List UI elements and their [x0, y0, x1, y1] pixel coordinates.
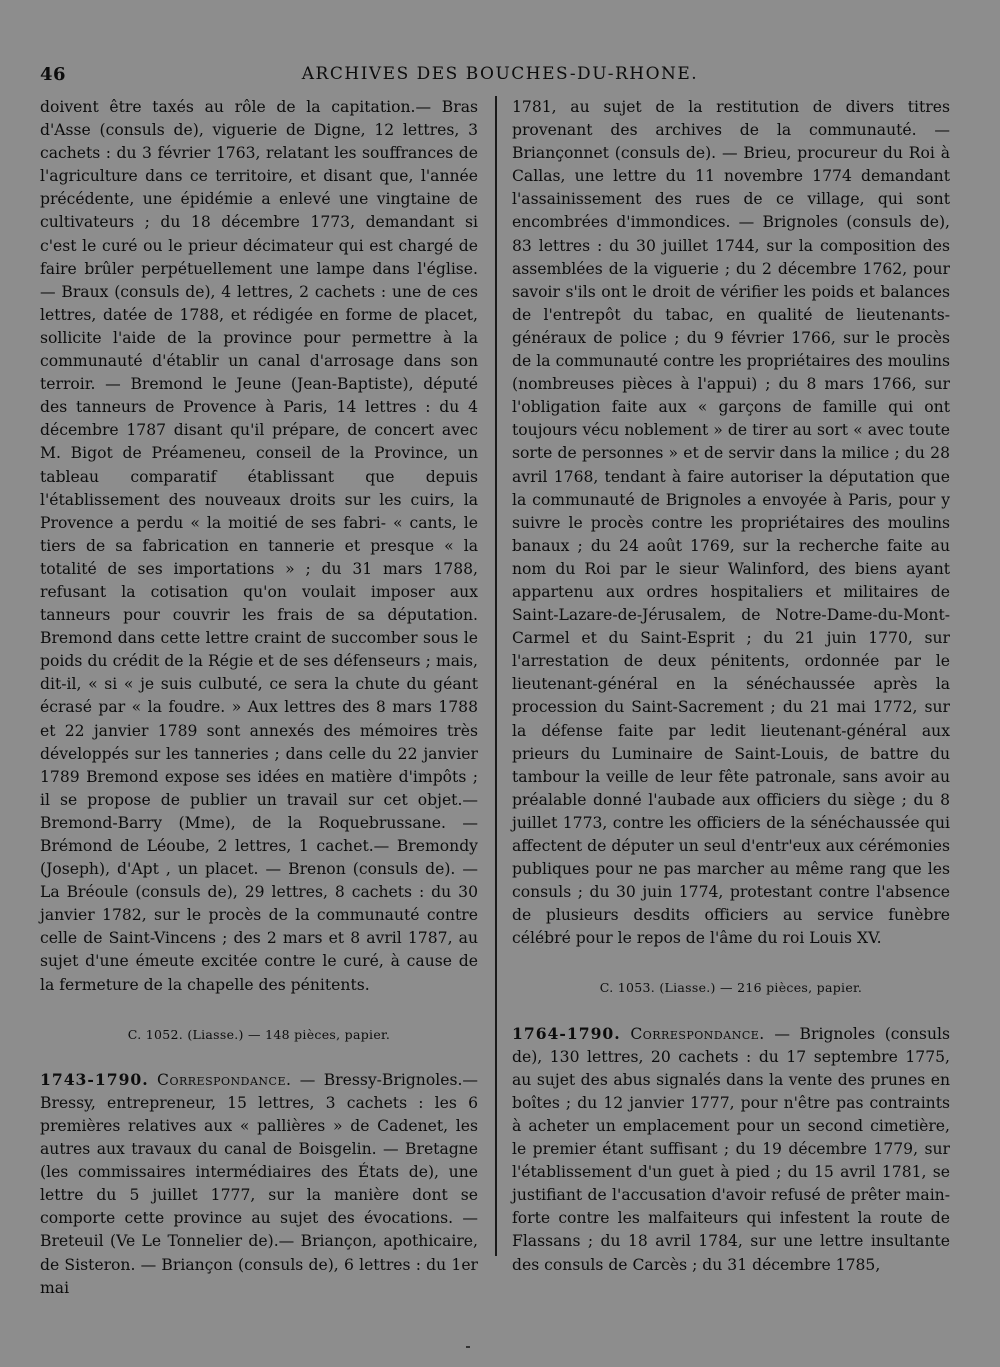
right-continuation-text: 1781, au sujet de la restitution de divers titres provenant des archives de la communauté. — Briançonnet (consuls de). — Brieu, procureur du Roi à Callas, une lettre du 11 novembre 1774 demandant l'assainissement des rues de ce village, qui sont encombrées d'immondices. — Brignoles (consuls de), 83 lettres : du 30 juillet 1744, sur la composition des assemblées de la viguerie ; du 2 décembre 1762, pour savoir s'ils ont le droit de vérifier les poids et balances de l'entrepôt du tabac, en qualité de lieutenants-généraux de police ; du 9 février 1766, sur le procès de la communauté contre les propriétaires des moulins (nombreuses pièces à l'appui) ; du 8 mars 1766, sur l'obligation faite aux « garçons de famille qui ont toujours vécu noblement » de tirer au sort « avec toute sorte de personnes » et de servir dans la milice ; du 28 avril 1768, tendant à faire autoriser la députation que la communauté de Brignoles a envoyée à Paris, pour y suivre le procès contre les propriétaires des moulins banaux ; du 24 août 1769, sur la recherche faite au nom du Roi par le sieur Walinford, des biens ayant appartenu aux ordres hospitaliers et militaires de Saint-Lazare-de-Jérusalem, de Notre-Dame-du-Mont-Carmel et du Saint-Esprit ; du 21 juin 1770, sur l'arrestation de deux pénitents, ordonnée par le lieutenant-général en la sénéchaussée après la procession du Saint-Sacrement ; du 21 mai 1772, sur la défense faite par ledit lieutenant-général aux prieurs du Luminaire de Saint-Louis, de battre du tambour la veille de leur fête patronale, sans avoir au préalable donné l'aubade aux officiers du siège ; du 8 juillet 1773, contre les officiers de la sénéchaussée qui affectent de députer un seul d'entr'eux aux cérémonies publiques pour ne pas marcher au même rang que les consuls ; du 30 juin 1774, protestant contre l'absence de plusieurs desdits officiers au service funèbre célébré pour le repos de l'âme du roi Louis XV.	[512, 98, 950, 948]
page-number: 46	[40, 64, 67, 85]
entry-heading-1053: C. 1053. (Liasse.) — 216 pièces, papier.	[599, 980, 863, 996]
page-header	[40, 64, 960, 90]
entry-text: — Brignoles (consuls de), 130 lettres, 20 cachets : du 17 septembre 1775, au sujet des abus signalés dans la vente des prunes en boîtes ; du 12 janvier 1777, pour n'être pas contraints à acheter un emplacement pour un second cimetière, le premier étant suffisant ; du 19 décembre 1779, sur l'établissement d'un guet à pied ; du 15 avril 1781, se justifiant de l'accusation d'avoir refusé de prêter main-forte contre les malfaiteurs qui infestent la route de Flassans ; du 18 avril 1784, sur une lettre insultante des consuls de Carcès ; du 31 décembre 1785,	[512, 1024, 950, 1274]
column-divider	[495, 96, 497, 1256]
entry-dates: 1764-1790.	[512, 1023, 621, 1043]
entry-1053	[512, 1022, 950, 1277]
right-column	[512, 96, 950, 1277]
entry-1052	[40, 1068, 478, 1300]
entry-heading-1052: C. 1052. (Liasse.) — 148 pièces, papier.	[127, 1026, 391, 1042]
entry-label: Correspondance.	[630, 1024, 765, 1043]
left-continuation-text: doivent être taxés au rôle de la capitation.— Bras d'Asse (consuls de), viguerie de Digne, 12 lettres, 3 cachets : du 3 février 1763, relatant les souffrances de l'agriculture dans ce territoire, et disant que, l'année précédente, une épidémie a enlevé une vingtaine de cultivateurs ; du 18 décembre 1773, demandant si c'est le curé ou le prieur décimateur qui est chargé de faire brûler perpétuellement une lampe dans l'église. — Braux (consuls de), 4 lettres, 2 cachets : une de ces lettres, datée de 1788, et rédigée en forme de placet, sollicite l'aide de la province pour permettre à la communauté d'établir un canal d'arrosage dans son terroir. — Bremond le Jeune (Jean-Baptiste), député des tanneurs de Provence à Paris, 14 lettres : du 4 décembre 1787 disant qu'il prépare, de concert avec M. Bigot de Préameneu, conseil de la Province, un tableau comparatif établissant que depuis l'établissement des nouveaux droits sur les cuirs, la Provence a perdu « la moitié de ses fabri- « cants, le tiers de sa fabrication en tannerie et presque « la totalité de ses importations » ; du 31 mars 1788, refusant la cotisation qu'on voulait imposer aux tanneurs pour couvrir les frais de sa députation. Bremond dans cette lettre craint de succomber sous le poids du crédit de la Régie et de ses défenseurs ; mais, dit-il, « si « je suis culbuté, ce sera la chute du géant écrasé par « la foudre. » Aux lettres des 8 mars 1788 et 22 janvier 1789 sont annexés des mémoires très développés sur les tanneries ; dans celle du 22 janvier 1789 Bremond expose ses idées en matière d'impôts ; il se propose de publier un travail sur cet objet.— Bremond-Barry (Mme), de la Roquebrussane. — Brémond de Léoube, 2 lettres, 1 cachet.— Bremondy (Joseph), d'Apt , un placet. — Brenon (consuls de). — La Bréoule (consuls de), 29 lettres, 8 cachets : du 30 janvier 1782, sur le procès de la communauté contre celle de Saint-Vincens ; des 2 mars et 8 avril 1787, au sujet d'une émeute excitée contre le curé, à cause de la fermeture de la chapelle des pénitents.	[40, 98, 478, 994]
bottom-mark	[466, 1346, 470, 1348]
running-title: ARCHIVES DES BOUCHES-DU-RHONE.	[301, 64, 699, 84]
entry-dates: 1743-1790.	[40, 1069, 149, 1089]
left-column	[40, 96, 478, 1300]
entry-label: Correspondance.	[157, 1070, 292, 1089]
entry-text: — Bressy-Brignoles.— Bressy, entrepreneur, 15 lettres, 3 cachets : les 6 premières relatives aux « pallières » de Cadenet, les autres aux travaux du canal de Boisgelin. — Bretagne (les commissaires intermédiaires des États de), une lettre du 5 juillet 1777, sur la manière dont se comporte cette province au sujet des évocations. — Breteuil (Ve Le Tonnelier de).— Briançon, apothicaire, de Sisteron. — Briançon (consuls de), 6 lettres : du 1er mai	[40, 1070, 478, 1297]
